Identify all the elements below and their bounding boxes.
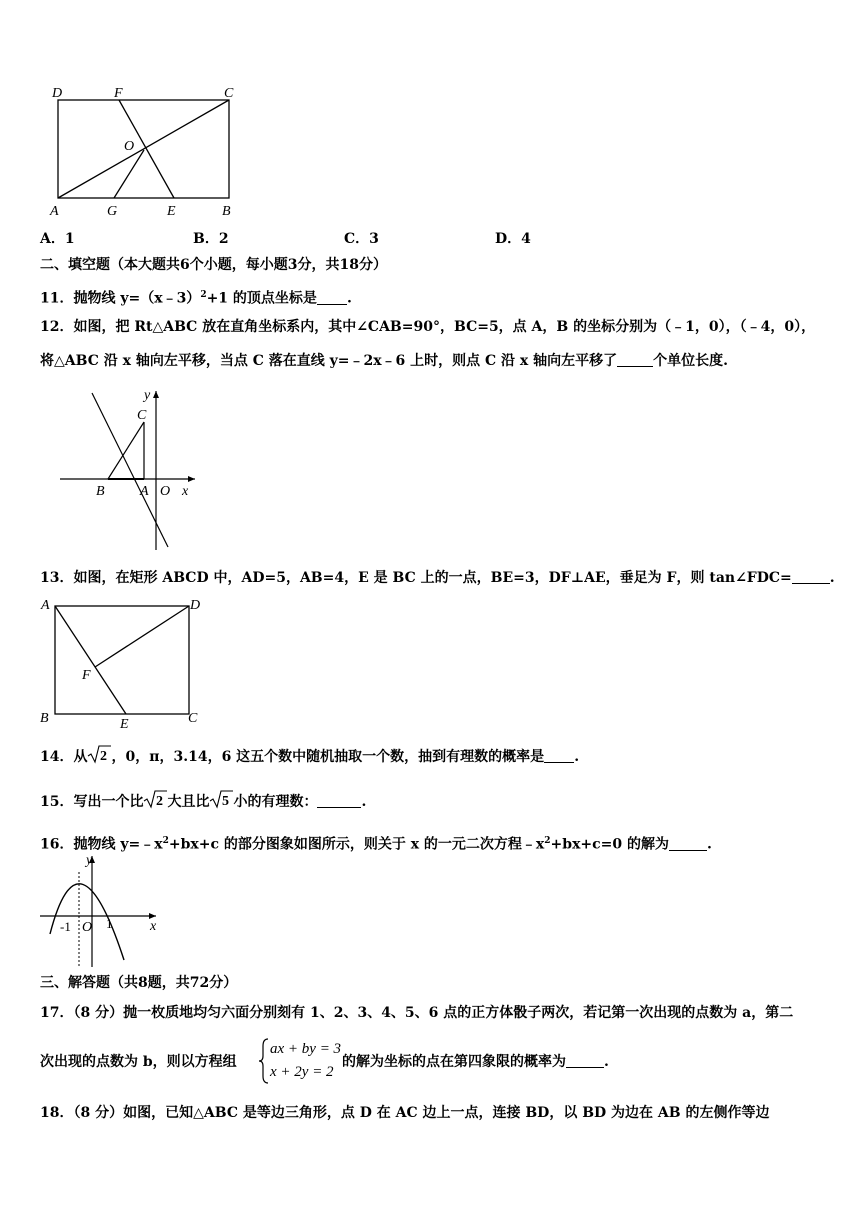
q13-answer-blank[interactable] <box>792 569 830 584</box>
q16-end: . <box>707 836 712 853</box>
y-axis-arrow <box>153 391 159 398</box>
q16-sup-2: 2 <box>544 836 551 846</box>
rect-abcd <box>55 606 189 714</box>
question-13 <box>40 568 835 588</box>
figure-rectangle-2 <box>38 594 210 734</box>
sqrt-5 <box>209 789 233 815</box>
question-12-line-2 <box>40 351 728 371</box>
segment-df <box>95 606 189 667</box>
q15-answer-blank[interactable] <box>317 793 361 808</box>
q14-answer-blank[interactable] <box>544 748 574 763</box>
label-e: E <box>120 717 129 732</box>
diagonal-ac <box>58 100 229 198</box>
svg-text:5: 5 <box>222 794 230 809</box>
question-18-line-1: 18．（8 分）如图，已知△ABC 是等边三角形，点 D 在 AC 边上一点，连接 BD，以 BD 为边在 AB 的左侧作等边 <box>40 1105 770 1121</box>
q12-text-pre: 将△ABC 沿 x 轴向左平移，当点 C 落在直线 y=﹣2x﹣6 上时，则点 C 沿 x 轴向左平移了 <box>40 353 618 369</box>
question-11 <box>40 285 352 309</box>
q14-text-post: ，0，π，3.14，6 这五个数中随机抽取一个数，抽到有理数的概率是 <box>111 749 545 765</box>
q16-sup-1: 2 <box>162 836 169 846</box>
label-x: x <box>150 919 157 934</box>
equation-1: ax + by = 3 <box>270 1041 342 1057</box>
q11-text-pre: 11．抛物线 y=（x﹣3） <box>40 290 201 307</box>
option-c: C．3 <box>344 231 379 247</box>
q11-sup: 2 <box>200 290 207 300</box>
svg-text:2: 2 <box>100 749 108 764</box>
option-d: D．4 <box>495 231 531 247</box>
question-12-line-1: 12．如图，把 Rt△ABC 放在直角坐标系内，其中∠CAB=90°，BC=5，点 A，B 的坐标分别为（﹣1，0），（﹣4，0）， <box>40 319 816 335</box>
q11-end: . <box>346 290 352 307</box>
q11-text-post: +1 的顶点坐标是 <box>206 290 317 307</box>
sqrt-2 <box>143 789 167 815</box>
label-c: C <box>224 86 234 101</box>
label-o: O <box>160 484 171 499</box>
label-f: F <box>114 86 123 101</box>
question-15 <box>40 789 366 815</box>
question-17-line-2-pre: 次出现的点数为 b，则以方程组 <box>40 1054 237 1070</box>
option-b: B．2 <box>193 231 229 247</box>
section-3-heading: 三、解答题（共8题，共72分） <box>40 975 238 991</box>
label-x: x <box>182 484 189 499</box>
svg-text:2: 2 <box>156 794 164 809</box>
label-c: C <box>188 711 198 726</box>
x-axis-arrow <box>188 476 195 482</box>
question-17-line-2-post <box>342 1052 609 1072</box>
side-bc <box>108 422 144 479</box>
figure-coordinate-triangle <box>50 385 200 555</box>
q15-text-post: 小的有理数： <box>233 794 318 810</box>
q11-answer-blank[interactable] <box>317 290 347 305</box>
figure-rectangle-1 <box>44 80 244 220</box>
label-d: D <box>190 598 201 613</box>
line-y-minus2x-minus6 <box>92 393 171 547</box>
brace-icon <box>258 1038 270 1084</box>
label-e: E <box>167 204 176 219</box>
label-a: A <box>140 484 149 499</box>
label-y: y <box>144 388 151 403</box>
label-minus-1: -1 <box>60 919 71 934</box>
q16-text-mid: +bx+c 的部分图象如图所示，则关于 x 的一元二次方程﹣x <box>168 836 545 853</box>
sqrt-2 <box>87 744 111 770</box>
q17-answer-blank[interactable] <box>566 1053 604 1068</box>
label-b: B <box>222 204 231 219</box>
q15-end: . <box>361 794 367 810</box>
question-14 <box>40 744 579 770</box>
q14-end: . <box>574 749 580 765</box>
q16-text-post: +bx+c=0 的解为 <box>550 836 670 853</box>
label-g: G <box>107 204 118 219</box>
label-o: O <box>82 920 93 935</box>
section-2-heading: 二、填空题（本大题共6个小题，每小题3分，共18分） <box>40 257 387 273</box>
q12-text-post: 个单位长度. <box>653 353 729 369</box>
q13-end: . <box>829 570 835 586</box>
q15-text-mid: 大且比 <box>167 794 210 810</box>
q17-end: . <box>604 1054 609 1070</box>
label-1: 1 <box>106 916 113 931</box>
q12-answer-blank[interactable] <box>617 352 653 367</box>
label-a: A <box>41 598 50 613</box>
q13-text: 13．如图，在矩形 ABCD 中，AD=5，AB=4，E 是 BC 上的一点，BE=3，DF⊥AE，垂足为 F，则 tan∠FDC= <box>40 570 792 586</box>
label-b: B <box>40 711 49 726</box>
label-c: C <box>137 408 147 423</box>
q15-text-pre: 15．写出一个比 <box>40 794 144 810</box>
label-f: F <box>82 668 91 683</box>
equation-2: x + 2y = 2 <box>270 1064 334 1080</box>
label-d: D <box>52 86 63 101</box>
q16-answer-blank[interactable] <box>669 836 707 851</box>
option-a: A．1 <box>40 231 75 247</box>
figure-parabola <box>38 852 168 970</box>
q14-text-pre: 14．从 <box>40 749 88 765</box>
label-b: B <box>96 484 105 499</box>
q16-text-pre: 16．抛物线 y=﹣x <box>40 836 163 853</box>
segment-ae <box>55 606 126 714</box>
q17-text-post: 的解为坐标的点在第四象限的概率为 <box>342 1054 566 1070</box>
label-o: O <box>124 139 135 154</box>
label-a: A <box>50 204 59 219</box>
question-17-line-1: 17．（8 分）抛一枚质地均匀六面分别刻有 1、2、3、4、5、6 点的正方体骰子两次，若记第一次出现的点数为 a，第二 <box>40 1005 794 1021</box>
label-y: y <box>86 853 93 868</box>
